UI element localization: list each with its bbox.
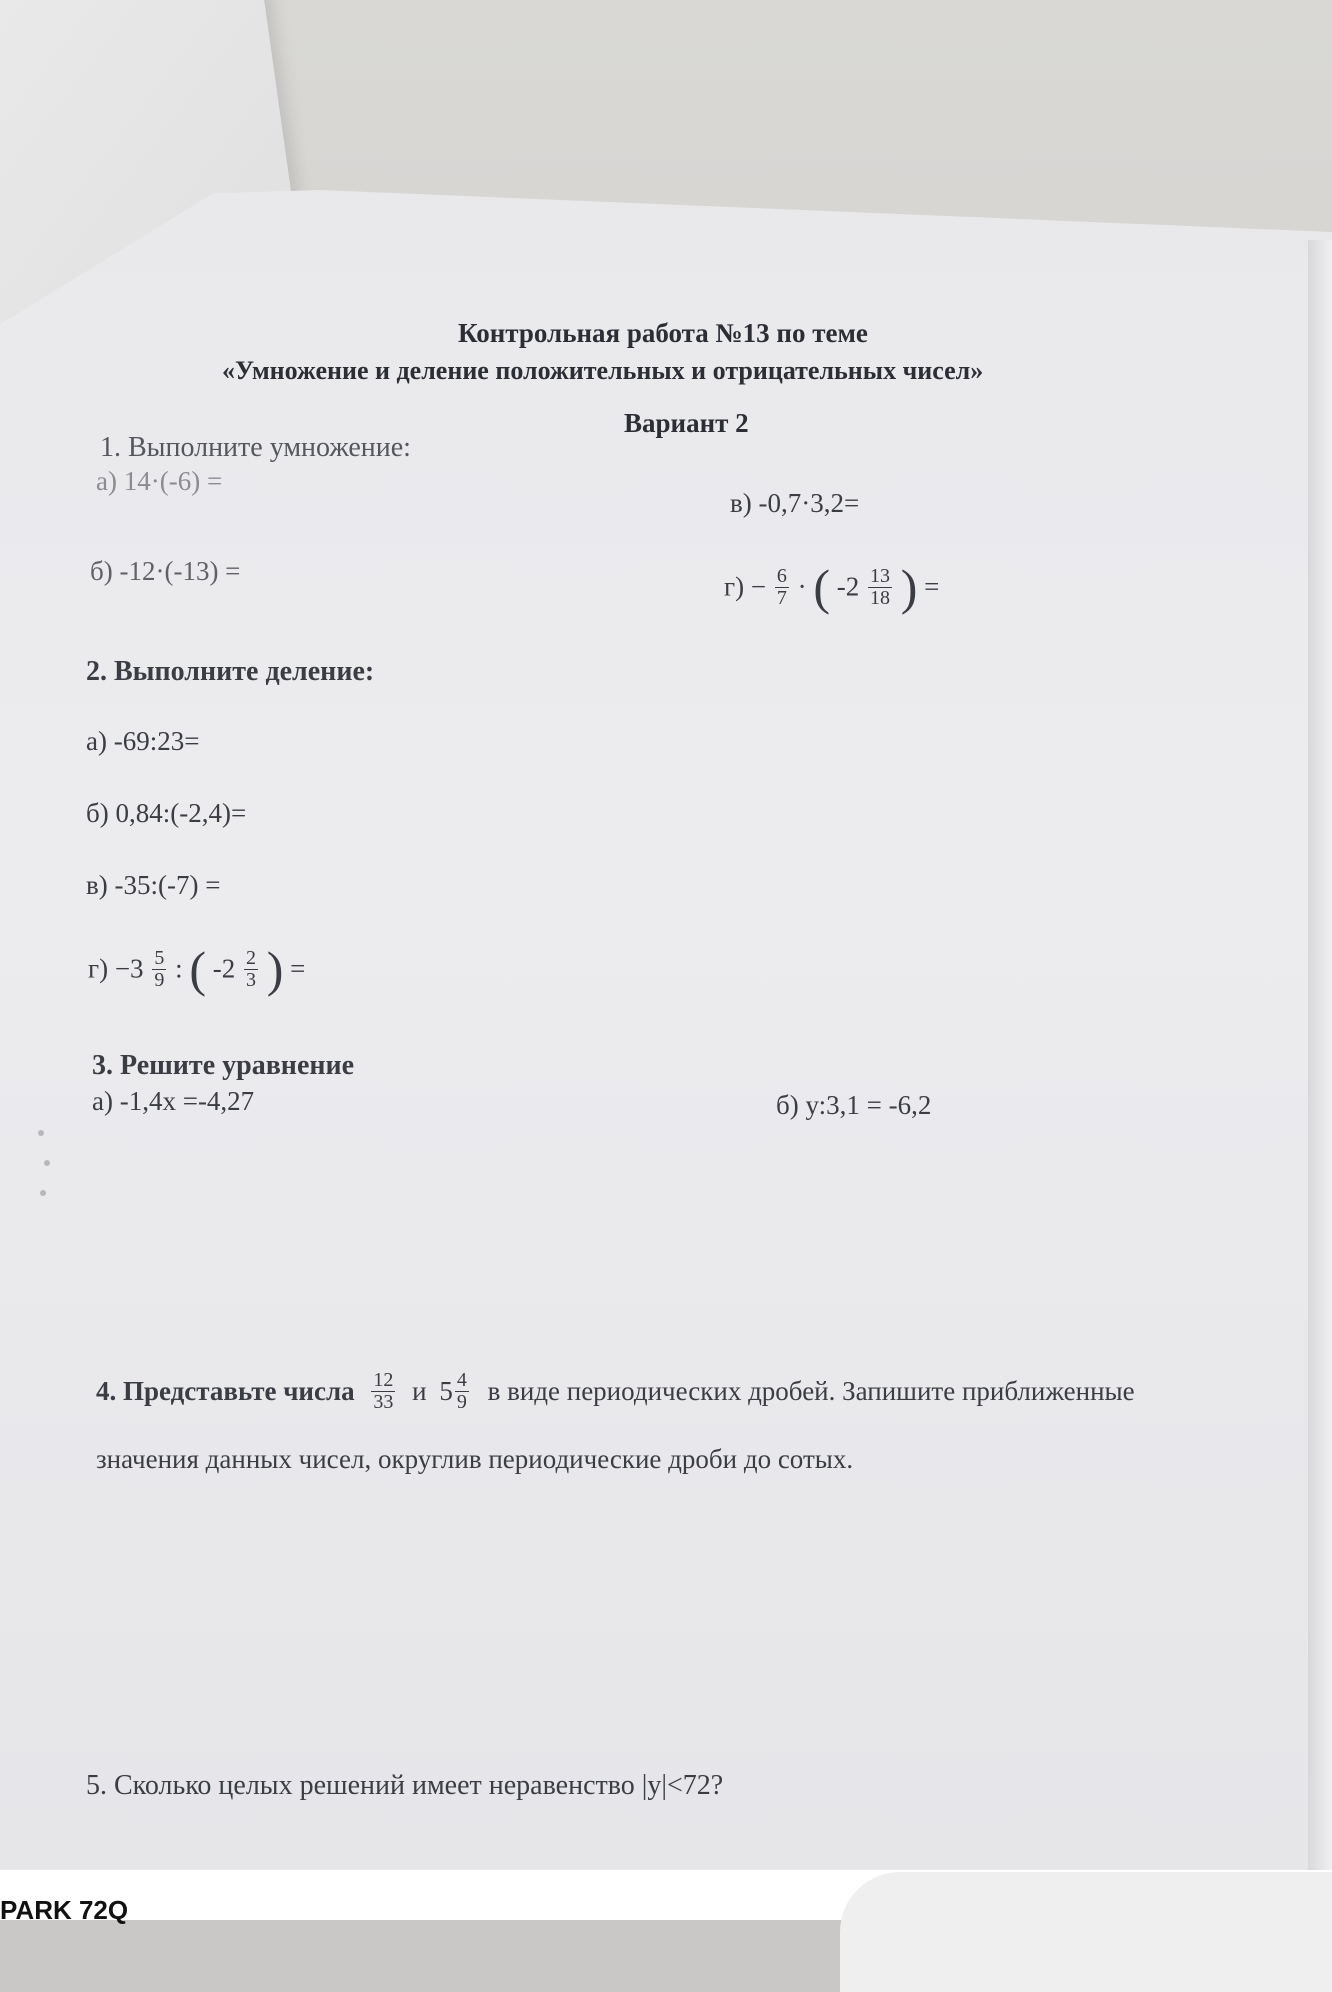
equals-sign: = — [290, 953, 306, 984]
problem-2d-label: г) — [88, 953, 109, 984]
worksheet-title: Контрольная работа №13 по теме — [458, 318, 868, 348]
fraction-4-9: $\frac{4}{9}$ — [456, 1369, 467, 1413]
footer-text: PARK 72Q — [0, 1895, 129, 1925]
dot-operator: · — [797, 571, 807, 602]
problem-2d — [88, 941, 306, 997]
problem-3-heading: 3. Решите уравнение — [92, 1050, 355, 1081]
problem-2a: а) -69:23= — [86, 726, 200, 756]
mixed-whole: -2 — [212, 953, 236, 984]
problem-1c: в) -0,7·3,2= — [730, 488, 860, 518]
problem-2-heading: 2. Выполните деление: — [86, 656, 375, 687]
left-paren: ( — [189, 941, 206, 997]
bottom-overlay — [840, 1872, 1332, 1992]
mixed-whole: 5 — [439, 1376, 453, 1406]
problem-4-line2: значения данных чисел, округлив периодические дроби до сотых. — [96, 1444, 854, 1474]
mixed-whole: -2 — [836, 571, 860, 602]
problem-2c: в) -35:(-7) = — [86, 870, 221, 900]
worksheet-variant: Вариант 2 — [624, 408, 749, 438]
problem-1-heading: 1. Выполните умножение: — [100, 432, 411, 463]
worksheet-topic: «Умножение и деление положительных и отрицательных чисел» — [222, 356, 984, 385]
problem-1a: а) 14·(-6) = — [96, 466, 223, 496]
fraction-12-33: $\frac{12}{33}$ — [373, 1369, 394, 1413]
fraction-13-18: $\frac{13}{18}$ — [869, 564, 890, 609]
fraction-6-7: $\frac{6}{7}$ — [776, 564, 787, 609]
fraction-2-3: $\frac{2}{3}$ — [245, 946, 256, 991]
problem-5: 5. Сколько целых решений имеет неравенство |y|<72? — [86, 1770, 724, 1801]
problem-3a: а) -1,4х =-4,27 — [92, 1086, 255, 1116]
left-paren: ( — [813, 559, 830, 615]
problem-1d — [724, 559, 940, 615]
problem-1d-label: г) — [724, 571, 745, 602]
mixed-whole: −3 — [114, 953, 144, 984]
problem-4-prefix: 4. Представьте числа — [96, 1376, 355, 1406]
problem-4-line1 — [96, 1370, 1135, 1413]
problem-4-suffix: в виде периодических дробей. Запишите приближенные — [487, 1376, 1135, 1406]
equals-sign: = — [924, 571, 940, 602]
colon-operator: : — [175, 953, 183, 984]
right-paren: ) — [900, 559, 918, 615]
minus-sign: − — [750, 571, 767, 602]
problem-3b: б) у:3,1 = -6,2 — [776, 1090, 932, 1120]
problem-1b: б) -12·(-13) = — [90, 556, 241, 586]
paper-stack-edge — [1308, 240, 1332, 1870]
conjunction: и — [412, 1376, 427, 1406]
problem-2b: б) 0,84:(-2,4)= — [86, 798, 247, 828]
right-paren: ) — [266, 941, 284, 997]
fraction-5-9: $\frac{5}{9}$ — [154, 946, 165, 991]
